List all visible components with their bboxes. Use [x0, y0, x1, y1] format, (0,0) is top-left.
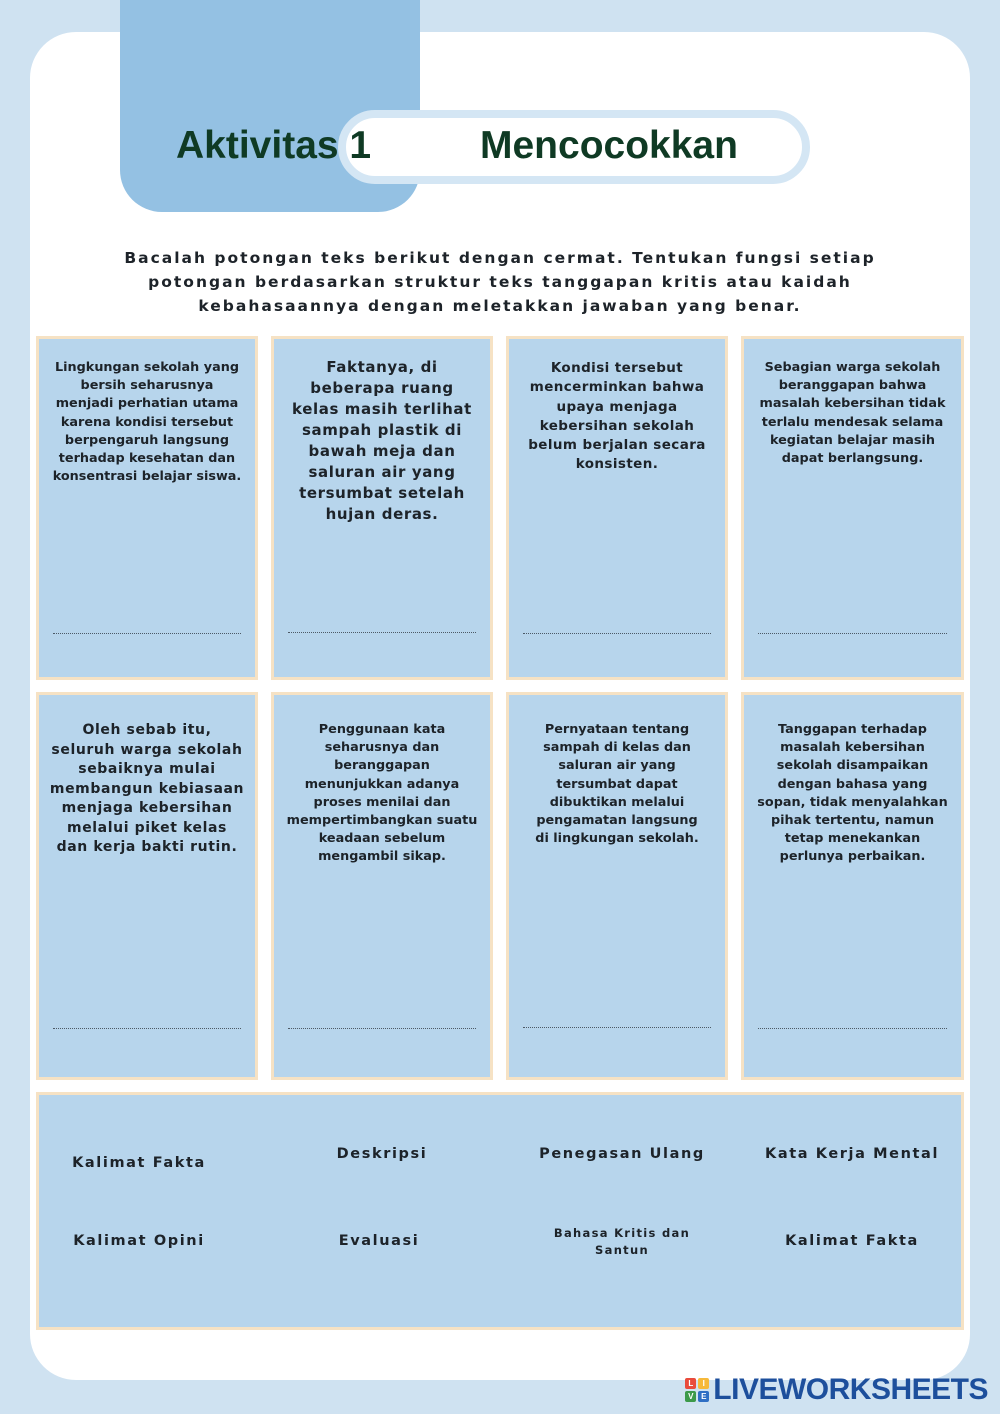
text-card [741, 692, 964, 1080]
card-text: Pernyataan tentang sampah di kelas dan saluran air yang tersumbat dapat dibuktikan melalui pengamatan langsung di lingkungan sekolah. [535, 722, 699, 847]
answer-option[interactable]: Kata Kerja Mental [764, 1146, 940, 1162]
text-card [271, 692, 493, 1080]
answer-option[interactable]: Deskripsi [336, 1146, 428, 1162]
answer-drop-zone[interactable] [53, 633, 241, 634]
liveworksheets-logo [685, 1372, 988, 1408]
answer-option[interactable]: Penegasan Ulang [539, 1146, 705, 1162]
answer-drop-zone[interactable] [523, 633, 711, 634]
answer-drop-zone[interactable] [758, 633, 947, 634]
answer-option[interactable]: Kalimat Fakta [72, 1155, 206, 1171]
card-text: Oleh sebab itu, seluruh warga sekolah sebaiknya mulai membangun kebiasaan menjaga kebersihan melalui piket kelas dan kerja bakti rutin. [49, 722, 245, 855]
answer-drop-zone[interactable] [53, 1028, 241, 1029]
answer-drop-zone[interactable] [523, 1027, 711, 1028]
card-text: Kondisi tersebut mencerminkan bahwa upaya menjaga kebersihan sekolah belum berjalan secara konsisten. [528, 360, 706, 473]
brand-name: LIVEWORKSHEETS [713, 1373, 988, 1406]
instruction-text: Bacalah potongan teks berikut dengan cermat. Tentukan fungsi setiap potongan berdasarkan struktur teks tanggapan kritis atau kaidah kebahasaannya dengan meletakkan jawaban yang benar. [124, 249, 876, 315]
logo-letter: I [698, 1378, 709, 1389]
card-text: Tanggapan terhadap masalah kebersihan sekolah disampaikan dengan bahasa yang sopan, tidak menyalahkan pihak tertentu, namun tetap menekankan perlunya perbaikan. [757, 722, 948, 865]
logo-letter: V [685, 1391, 696, 1402]
answer-drop-zone[interactable] [288, 1028, 476, 1029]
activity-subtitle: Mencocokkan [480, 124, 738, 167]
answer-bank [36, 1092, 964, 1330]
card-text: Lingkungan sekolah yang bersih seharusnya menjadi perhatian utama karena kondisi tersebut berpengaruh langsung terhadap kesehatan dan konsentrasi belajar siswa. [52, 360, 242, 485]
answer-option[interactable]: Bahasa Kritis dan Santun [553, 1226, 691, 1257]
text-card [271, 336, 493, 680]
text-card [36, 692, 258, 1080]
activity-title: Aktivitas 1 [176, 124, 372, 167]
text-card [36, 336, 258, 680]
text-card [506, 692, 728, 1080]
answer-option[interactable]: Kalimat Opini [73, 1233, 205, 1249]
card-text: Sebagian warga sekolah beranggapan bahwa masalah kebersihan tidak terlalu mendesak selama kegiatan belajar masih dapat berlangsung. [759, 360, 946, 467]
logo-letter: L [685, 1378, 696, 1389]
logo-letter: E [698, 1391, 709, 1402]
card-text: Penggunaan kata seharusnya dan beranggapan menunjukkan adanya proses menilai dan mempertimbangkan suatu keadaan sebelum mengambil sikap. [286, 722, 478, 865]
answer-drop-zone[interactable] [288, 632, 476, 633]
card-text: Faktanya, di beberapa ruang kelas masih terlihat sampah plastik di bawah meja dan saluran air yang tersumbat setelah hujan deras. [292, 358, 472, 523]
answer-drop-zone[interactable] [758, 1028, 947, 1029]
answer-option[interactable]: Evaluasi [338, 1233, 420, 1249]
logo-icon [685, 1378, 709, 1402]
text-card [506, 336, 728, 680]
text-card [741, 336, 964, 680]
answer-option[interactable]: Kalimat Fakta [785, 1233, 919, 1249]
